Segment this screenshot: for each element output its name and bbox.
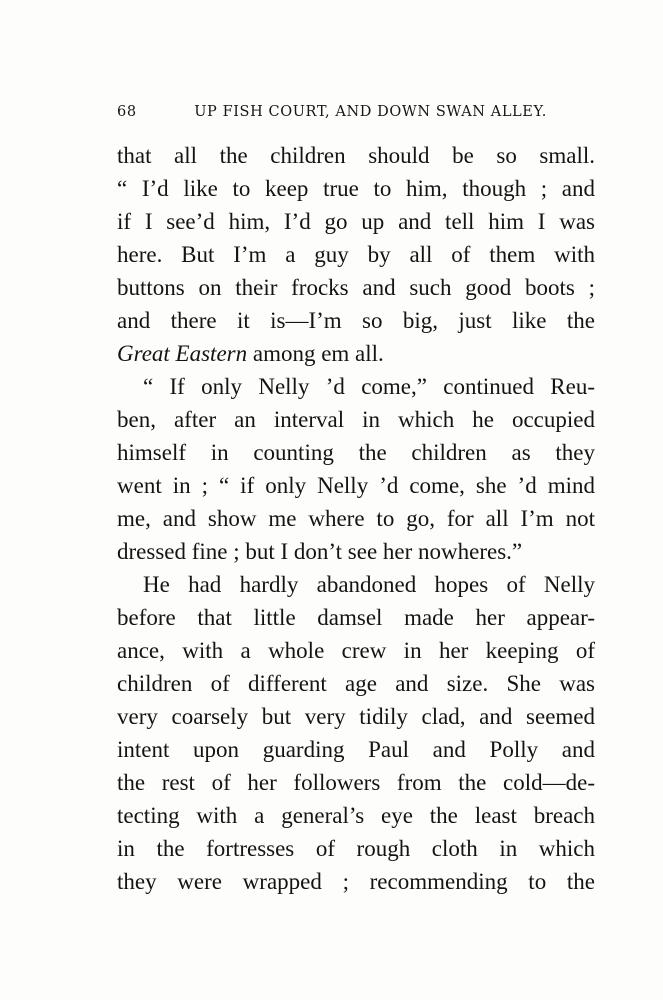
text-line: they were wrapped ; recommending to the bbox=[117, 869, 595, 894]
page-number: 68 bbox=[117, 104, 137, 120]
text-line: and there it is—I’m so big, just like the bbox=[117, 308, 595, 333]
text-line: the rest of her followers from the cold—de- bbox=[117, 770, 595, 795]
text-line: me, and show me where to go, for all I’m not bbox=[117, 506, 595, 531]
page-header bbox=[117, 104, 547, 126]
text-line: intent upon guarding Paul and Polly and bbox=[117, 737, 595, 762]
text-line: before that little damsel made her appear- bbox=[117, 605, 595, 630]
text-line: dressed fine ; but I don’t see her nowheres.” bbox=[117, 539, 523, 564]
text-line: ben, after an interval in which he occupied bbox=[117, 407, 595, 432]
text-line: if I see’d him, I’d go up and tell him I was bbox=[117, 209, 595, 234]
text-line: here. But I’m a guy by all of them with bbox=[117, 242, 595, 267]
text-line: children of different age and size. She was bbox=[117, 671, 595, 696]
paragraph-start-line: He had hardly abandoned hopes of Nelly bbox=[143, 572, 595, 597]
text-line: in the fortresses of rough cloth in which bbox=[117, 836, 595, 861]
text-line: that all the children should be so small. bbox=[117, 143, 595, 168]
running-title: UP FISH COURT, AND DOWN SWAN ALLEY. bbox=[194, 104, 547, 120]
text-line: ance, with a whole crew in her keeping of bbox=[117, 638, 595, 663]
text-line: went in ; “ if only Nelly ’d come, she ’d mind bbox=[117, 473, 595, 498]
text-line: tecting with a general’s eye the least breach bbox=[117, 803, 595, 828]
paragraph-start-line: “ If only Nelly ’d come,” continued Reu- bbox=[143, 374, 595, 399]
italic-title: Great Eastern bbox=[117, 341, 248, 366]
text-line: buttons on their frocks and such good boots ; bbox=[117, 275, 595, 300]
text-line: himself in counting the children as they bbox=[117, 440, 595, 465]
text-line: Great Eastern among em all. bbox=[117, 341, 384, 366]
text-line: very coarsely but very tidily clad, and seemed bbox=[117, 704, 595, 729]
text-line: “ I’d like to keep true to him, though ; and bbox=[117, 176, 595, 201]
